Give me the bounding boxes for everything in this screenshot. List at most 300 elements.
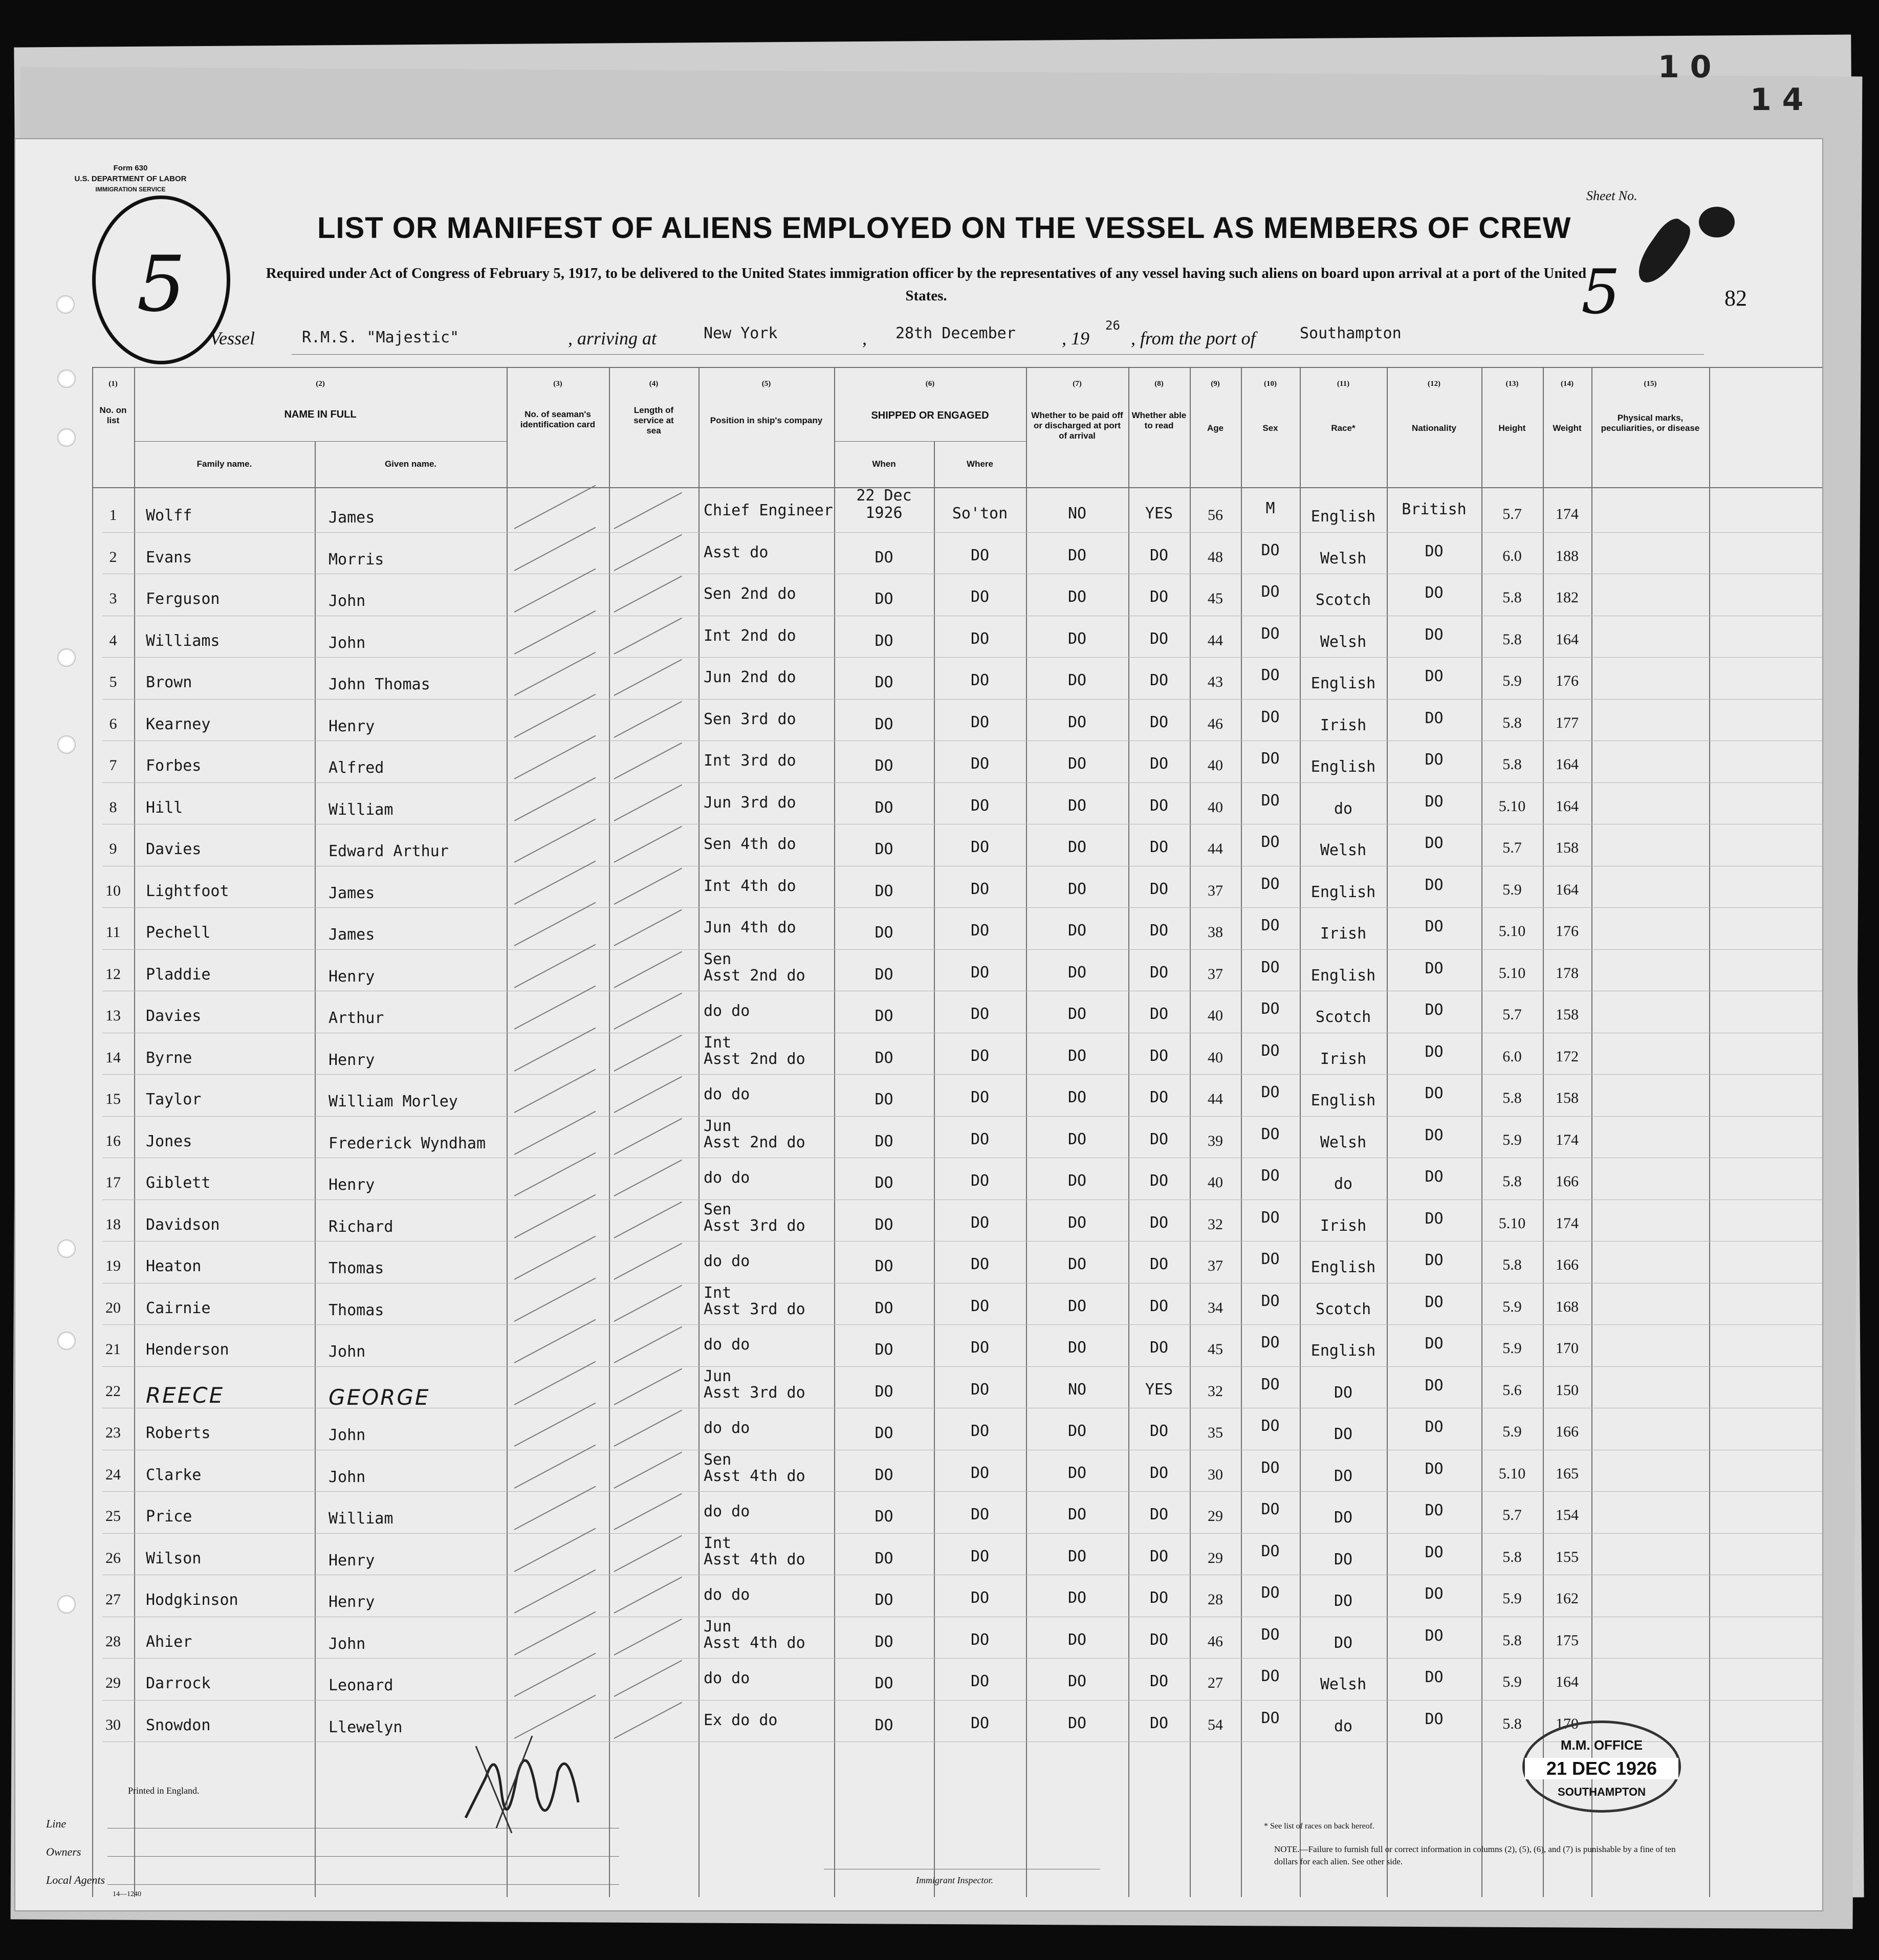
family-name: Darrock: [146, 1674, 211, 1692]
paid-off: DO: [1067, 1630, 1087, 1649]
row-number: 7: [109, 757, 117, 774]
age: 44: [1208, 840, 1223, 857]
shipped-where: DO: [970, 1589, 990, 1607]
paid-off: DO: [1067, 1422, 1087, 1440]
paid-off: DO: [1067, 1297, 1087, 1315]
shipped-where: DO: [970, 963, 990, 982]
shipped-where: DO: [970, 1088, 990, 1106]
sex: DO: [1261, 1542, 1280, 1560]
height: 5.9: [1502, 1131, 1522, 1148]
race: English: [1310, 674, 1376, 692]
vessel-label: Vessel: [210, 328, 255, 349]
document-title: LIST OR MANIFEST OF ALIENS EMPLOYED ON THE VESSEL AS MEMBERS OF CREW: [317, 211, 1571, 245]
header-race: Race*: [1331, 423, 1356, 433]
pencil-slash: [514, 1570, 596, 1614]
family-name: Ahier: [146, 1632, 192, 1651]
race: Irish: [1320, 925, 1367, 943]
height: 5.8: [1502, 1715, 1522, 1732]
document-subtitle: Required under Act of Congress of February 5, 1917, to be delivered to the United States immigration officer by the representatives of any vessel having such aliens on board upon arrival at a port of the United States.: [266, 265, 1587, 304]
pencil-slash: [614, 1201, 682, 1238]
weight: 154: [1556, 1507, 1579, 1523]
stamp-date: 21 DEC 1926: [1525, 1758, 1678, 1779]
pencil-slash: [514, 1361, 596, 1405]
punch-hole: [57, 1595, 76, 1614]
punch-hole: [57, 369, 76, 388]
paid-off: DO: [1067, 1672, 1087, 1690]
nationality: DO: [1425, 1293, 1444, 1311]
shipped-where: DO: [970, 1422, 990, 1440]
nationality: DO: [1425, 1418, 1444, 1436]
position-prefix: Jun: [704, 1117, 732, 1135]
department-name: U.S. DEPARTMENT OF LABOR: [74, 175, 187, 183]
col-number: (13): [1505, 380, 1519, 388]
sex: M: [1265, 499, 1275, 517]
race: DO: [1334, 1550, 1353, 1569]
position: do do: [704, 1252, 750, 1270]
given-name: Henry: [329, 1176, 375, 1194]
position: do do: [704, 1002, 750, 1020]
position: Ex do do: [704, 1711, 778, 1729]
row-number: 20: [105, 1299, 121, 1316]
sheet-number-label: Sheet No.: [1586, 188, 1637, 203]
year-suffix: 26: [1105, 318, 1120, 333]
weight: 175: [1556, 1631, 1579, 1649]
row-number: 12: [105, 965, 121, 983]
col-divider: [507, 367, 508, 1897]
inspector-signature: [455, 1715, 599, 1838]
age: 45: [1208, 590, 1223, 607]
form-number: Form 630: [113, 164, 148, 172]
stamp-location: SOUTHAMPTON: [1558, 1785, 1646, 1798]
family-name: Hodgkinson: [146, 1591, 238, 1609]
header-where: Where: [967, 459, 993, 469]
weight: 158: [1556, 1090, 1579, 1106]
pencil-slash: [614, 1493, 682, 1530]
sex: DO: [1261, 1625, 1280, 1644]
col-number: (5): [761, 380, 771, 388]
pencil-slash: [514, 819, 596, 863]
col-number: (6): [925, 380, 935, 388]
family-name: Davies: [146, 1007, 202, 1025]
pencil-slash: [514, 1444, 596, 1488]
given-name: James: [329, 509, 375, 527]
row-number: 28: [105, 1632, 121, 1650]
sex: DO: [1261, 1292, 1280, 1310]
pencil-slash: [614, 1535, 682, 1572]
sex: DO: [1261, 1083, 1280, 1101]
vessel-underline: [292, 354, 1704, 355]
nationality: DO: [1425, 959, 1444, 977]
sex: DO: [1261, 708, 1280, 726]
nationality: British: [1402, 500, 1467, 518]
able-to-read: DO: [1149, 1506, 1169, 1523]
family-name: Cairnie: [146, 1299, 211, 1317]
row-rule: [102, 1324, 1822, 1325]
sex: DO: [1261, 1000, 1280, 1018]
given-name: Frederick Wyndham: [329, 1134, 486, 1152]
shipped-where: DO: [970, 671, 990, 689]
pencil-slash: [514, 1528, 596, 1572]
sex: DO: [1261, 833, 1280, 851]
given-name: John: [329, 592, 366, 610]
weight: 172: [1556, 1048, 1579, 1065]
agents-underline: [107, 1884, 619, 1885]
paid-off: DO: [1067, 546, 1087, 564]
shipped-where: DO: [970, 1547, 990, 1565]
row-number: 16: [105, 1132, 121, 1149]
col-number: (14): [1561, 380, 1574, 388]
departure-port: Southampton: [1300, 324, 1402, 342]
arrival-date: 28th December: [895, 324, 1016, 342]
family-name: Davidson: [146, 1215, 220, 1234]
pencil-slash: [514, 902, 596, 946]
able-to-read: DO: [1149, 629, 1169, 648]
shipped-when: DO: [875, 1257, 893, 1275]
pencil-slash: [614, 1118, 682, 1155]
shipped-when: DO: [875, 1382, 893, 1401]
line-label: Line: [46, 1817, 67, 1830]
race: Welsh: [1320, 841, 1367, 859]
given-name: James: [329, 884, 375, 902]
paid-off: DO: [1067, 1506, 1087, 1523]
col-number: (12): [1428, 380, 1440, 388]
nationality: DO: [1425, 1668, 1444, 1686]
row-number: 5: [109, 673, 117, 690]
race: DO: [1334, 1383, 1353, 1402]
row-number: 24: [105, 1466, 121, 1483]
nationality: DO: [1425, 1501, 1444, 1519]
header-name-in-full: NAME IN FULL: [284, 409, 357, 420]
sex: DO: [1261, 1667, 1280, 1685]
row-rule: [102, 1700, 1822, 1701]
row-number: 10: [105, 882, 121, 899]
sex: DO: [1261, 1500, 1280, 1518]
name-subheader-border: [134, 441, 507, 442]
row-number: 17: [105, 1174, 121, 1191]
family-name: Wilson: [146, 1549, 202, 1567]
paid-off: DO: [1067, 1130, 1087, 1148]
col-divider: [315, 441, 316, 1897]
position: Jun 2nd do: [704, 668, 796, 686]
position: do do: [704, 1419, 750, 1437]
shipped-when: DO: [875, 1591, 893, 1609]
family-name: REECE: [146, 1382, 225, 1408]
header-no-on-list: No. on list: [99, 405, 127, 425]
shipped-when: DO: [875, 798, 893, 817]
col-number: (15): [1644, 380, 1657, 388]
pencil-slash: [514, 1194, 596, 1238]
shipped-when: DO: [875, 1215, 893, 1234]
nationality: DO: [1425, 1585, 1444, 1603]
sex: DO: [1261, 1167, 1280, 1185]
race: Scotch: [1315, 1008, 1371, 1026]
row-rule: [102, 1116, 1822, 1117]
table-top-border: [92, 367, 1822, 368]
age: 29: [1208, 1508, 1223, 1525]
age: 44: [1208, 631, 1223, 649]
race: Irish: [1320, 1050, 1367, 1068]
row-number: 26: [105, 1549, 121, 1566]
height: 5.7: [1502, 506, 1522, 522]
header-paid-off: Whether to be paid off or discharged at port of arrival: [1031, 410, 1123, 441]
paid-off: DO: [1067, 1255, 1087, 1273]
sex: DO: [1261, 1709, 1280, 1727]
back-sheet-edge-text: 1 4: [1750, 82, 1804, 118]
col-number: (10): [1264, 380, 1277, 388]
weight: 164: [1556, 881, 1579, 898]
race: Welsh: [1320, 1133, 1367, 1151]
pencil-slash: [614, 534, 682, 571]
handwritten-sheet-mark: 5: [1581, 257, 1621, 328]
height: 5.10: [1498, 964, 1526, 982]
col-divider: [609, 367, 610, 1897]
row-number: 13: [105, 1007, 121, 1024]
shipped-where: DO: [970, 1380, 990, 1399]
family-name: Hill: [146, 798, 183, 817]
position: do do: [704, 1336, 750, 1354]
shipped-where: DO: [970, 1213, 990, 1232]
row-rule: [102, 532, 1822, 533]
header-age: Age: [1207, 423, 1224, 433]
race: do: [1334, 799, 1353, 818]
sex: DO: [1261, 1417, 1280, 1435]
race: English: [1310, 508, 1376, 526]
weight: 162: [1556, 1590, 1579, 1607]
given-name: Henry: [329, 1551, 375, 1570]
height: 5.8: [1502, 1090, 1522, 1106]
paid-off: DO: [1067, 1547, 1087, 1565]
given-name: Henry: [329, 967, 375, 986]
nationality: DO: [1425, 1001, 1444, 1019]
row-number: 30: [105, 1716, 121, 1733]
position: Asst 3rd do: [704, 1216, 805, 1235]
paid-off: DO: [1067, 1088, 1087, 1106]
nationality: DO: [1425, 1460, 1444, 1478]
age: 43: [1208, 673, 1223, 690]
position: do do: [704, 1169, 750, 1187]
able-to-read: DO: [1149, 1422, 1169, 1440]
header-able-to-read: Whether able to read: [1131, 410, 1187, 430]
header-when: When: [872, 459, 896, 469]
race: Welsh: [1320, 549, 1367, 568]
paid-off: DO: [1067, 1005, 1087, 1023]
position: Int 3rd do: [704, 752, 796, 770]
family-name: Lightfoot: [146, 882, 229, 900]
height: 5.10: [1498, 1214, 1526, 1232]
pencil-slash: [614, 576, 682, 613]
given-name: John: [329, 1635, 366, 1653]
pencil-slash: [514, 1403, 596, 1447]
col-divider: [134, 367, 135, 1897]
pencil-slash: [614, 867, 682, 904]
pencil-slash: [514, 735, 596, 779]
race: DO: [1334, 1592, 1353, 1610]
col-divider: [1709, 367, 1710, 1897]
shipped-where: DO: [970, 1172, 990, 1190]
nationality: DO: [1425, 834, 1444, 852]
family-name: Davies: [146, 840, 202, 858]
weight: 188: [1556, 547, 1579, 564]
row-number: 3: [109, 590, 117, 607]
row-number: 18: [105, 1215, 121, 1233]
col-number: (7): [1073, 380, 1082, 388]
pencil-slash: [514, 1486, 596, 1530]
position: Asst do: [704, 543, 769, 561]
row-rule: [102, 1533, 1822, 1534]
able-to-read: DO: [1149, 1630, 1169, 1649]
age: 30: [1208, 1466, 1223, 1483]
sex: DO: [1261, 875, 1280, 893]
header-family-name: Family name.: [196, 459, 252, 469]
given-name: Henry: [329, 1051, 375, 1069]
year-label: , 19: [1062, 328, 1089, 349]
position: Sen 2nd do: [704, 585, 796, 603]
position-prefix: Jun: [704, 1367, 732, 1385]
weight: 170: [1556, 1340, 1579, 1357]
position: Asst 4th do: [704, 1550, 805, 1569]
shipped-where: DO: [970, 880, 990, 898]
pencil-slash: [514, 1236, 596, 1280]
position-prefix: Jun: [704, 1617, 732, 1636]
position-prefix: Sen: [704, 950, 732, 968]
paid-off: NO: [1067, 1380, 1087, 1399]
shipped-where: DO: [970, 1464, 990, 1482]
local-agents-label: Local Agents: [46, 1874, 105, 1886]
race: DO: [1334, 1425, 1353, 1443]
pencil-slash: [614, 1034, 682, 1071]
race: DO: [1334, 1467, 1353, 1485]
position-prefix: Int: [704, 1033, 732, 1052]
height: 5.8: [1502, 589, 1522, 606]
pencil-slash: [614, 1326, 682, 1363]
race: DO: [1334, 1634, 1353, 1652]
height: 5.7: [1502, 1507, 1522, 1523]
family-name: Henderson: [146, 1341, 229, 1359]
weight: 164: [1556, 630, 1579, 648]
weight: 174: [1556, 1214, 1579, 1232]
position: Sen 4th do: [704, 835, 796, 853]
age: 40: [1208, 1174, 1223, 1191]
pencil-slash: [514, 986, 596, 1030]
given-name: Edward Arthur: [329, 842, 449, 860]
weight: 176: [1556, 923, 1579, 940]
shipped-when: DO: [875, 1007, 893, 1025]
paid-off: DO: [1067, 1213, 1087, 1232]
age: 32: [1208, 1382, 1223, 1400]
height: 5.8: [1502, 756, 1522, 773]
weight: 150: [1556, 1381, 1579, 1399]
age: 35: [1208, 1424, 1223, 1441]
col-number: (1): [108, 380, 118, 388]
paid-off: NO: [1067, 505, 1087, 522]
age: 40: [1208, 1007, 1223, 1024]
weight: 155: [1556, 1548, 1579, 1565]
race: English: [1310, 1258, 1376, 1276]
position: Asst 3rd do: [704, 1300, 805, 1318]
given-name: William: [329, 800, 394, 819]
row-number: 29: [105, 1674, 121, 1691]
sex: DO: [1261, 1584, 1280, 1602]
header-position: Position in ship's company: [710, 416, 823, 425]
pencil-slash: [514, 1069, 596, 1113]
given-name: William Morley: [329, 1093, 458, 1110]
age: 38: [1208, 924, 1223, 941]
given-name: John: [329, 1426, 366, 1444]
able-to-read: DO: [1149, 1339, 1169, 1357]
shipped-where: DO: [970, 1630, 990, 1649]
pencil-slash: [614, 1243, 682, 1280]
paid-off: DO: [1067, 963, 1087, 982]
position: Asst 4th do: [704, 1467, 805, 1485]
header-nationality: Nationality: [1412, 423, 1456, 433]
shipped-when: DO: [875, 1174, 893, 1192]
paid-off: DO: [1067, 796, 1087, 815]
position: do do: [704, 1669, 750, 1687]
given-name: James: [329, 926, 375, 944]
pencil-slash: [514, 860, 596, 904]
family-name: Wolff: [146, 507, 192, 525]
position: Jun 4th do: [704, 919, 796, 937]
form-header: [74, 163, 187, 195]
able-to-read: DO: [1149, 796, 1169, 815]
position: do do: [704, 1586, 750, 1604]
family-name: Price: [146, 1508, 192, 1526]
age: 37: [1208, 965, 1223, 983]
paid-off: DO: [1067, 1047, 1087, 1065]
row-rule: [102, 907, 1822, 908]
paid-off: DO: [1067, 1589, 1087, 1607]
height: 5.9: [1502, 1298, 1522, 1315]
nationality: DO: [1425, 709, 1444, 727]
nationality: DO: [1425, 1168, 1444, 1186]
pencil-slash: [514, 652, 596, 696]
header-given-name: Given name.: [384, 459, 437, 469]
nationality: DO: [1425, 876, 1444, 894]
age: 28: [1208, 1591, 1223, 1608]
shipped-where: So'ton: [952, 505, 1008, 522]
given-name: John: [329, 1343, 366, 1361]
age: 48: [1208, 548, 1223, 565]
pencil-slash: [514, 777, 596, 821]
shipped-when: DO: [875, 924, 893, 942]
row-number: 6: [109, 715, 117, 732]
race: Scotch: [1315, 1300, 1371, 1318]
header-length-of-service: Length of service at sea: [633, 405, 674, 435]
header-shipped-or-engaged: SHIPPED OR ENGAGED: [871, 410, 989, 421]
nationality: DO: [1425, 625, 1444, 644]
shipped-when: DO: [875, 1632, 893, 1651]
shipped-when: DO: [875, 631, 893, 650]
row-rule: [102, 1658, 1822, 1659]
shipped-where: DO: [970, 1506, 990, 1523]
shipped-where: DO: [970, 629, 990, 648]
family-name: Brown: [146, 673, 192, 691]
age: 27: [1208, 1674, 1223, 1691]
row-rule: [102, 1366, 1822, 1367]
given-name: Henry: [329, 1593, 375, 1611]
pencil-slash: [614, 1368, 682, 1405]
able-to-read: DO: [1149, 1547, 1169, 1565]
pencil-slash: [614, 743, 682, 779]
paid-off: DO: [1067, 1172, 1087, 1190]
able-to-read: YES: [1145, 505, 1173, 522]
able-to-read: DO: [1149, 1005, 1169, 1023]
printed-in: Printed in England.: [128, 1785, 200, 1796]
pencil-slash: [514, 1277, 596, 1321]
position: Asst 3rd do: [704, 1383, 805, 1402]
office-date-stamp: [1522, 1721, 1681, 1813]
pencil-slash: [614, 1702, 682, 1738]
